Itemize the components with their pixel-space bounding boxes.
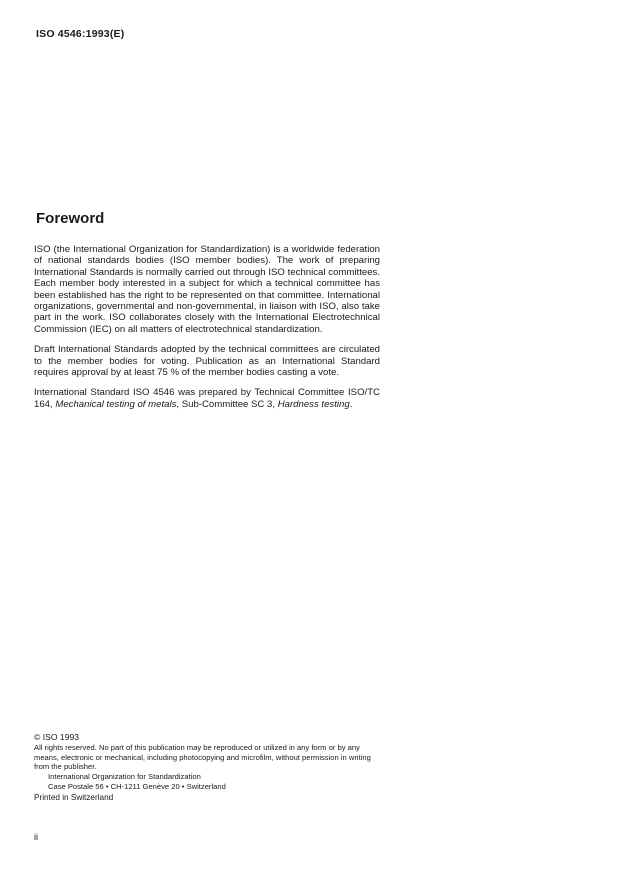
foreword-paragraph-3 [34,387,380,410]
page-number: ii [34,832,38,842]
publisher-address: Case Postale 56 • CH-1211 Genève 20 • Switzerland [48,781,226,791]
paragraph-3-text-a: International Standard ISO 4546 was prepared by Technical Committee ISO/TC 164, [34,387,380,410]
document-identifier: ISO 4546:1993(E) [36,28,125,40]
copyright-notice [34,733,386,803]
subcommittee-title: Hardness testing [277,398,350,410]
printed-location: Printed in Switzerland [34,792,114,802]
foreword-paragraph-1: ISO (the International Organization for Standardization) is a worldwide federation of national standards bodies (ISO member bodies). The work of preparing International Standards is normally carried out through ISO technical committees. Each member body interested in a subject for which a technical committee has been established has the right to be represented on that committee. International organizations, governmental and non-governmental, in liaison with ISO, also take part in the work. ISO collaborates closely with the International Electrotechnical Commission (IEC) on all matters of electrotechnical standardization. [34,244,380,335]
foreword-paragraph-2: Draft International Standards adopted by the technical committees are circulated to the member bodies for voting. Publication as an International Standard requires approval by at least 75 % of the member bodies casting a vote. [34,344,380,379]
foreword-heading: Foreword [36,210,105,227]
foreword-body [34,244,380,419]
rights-statement: All rights reserved. No part of this publication may be reproduced or utilized in any form or by any means, electronic or mechanical, including photocopying and microfilm, without permission in writing from the publisher. [34,742,371,772]
paragraph-3-text-e: . [349,398,353,410]
copyright-line: © ISO 1993 [34,732,80,742]
publisher-name: International Organization for Standardization [48,772,201,782]
committee-title: Mechanical testing of metals [55,398,177,410]
paragraph-3-text-c: , Sub-Committee SC 3, [176,398,278,410]
